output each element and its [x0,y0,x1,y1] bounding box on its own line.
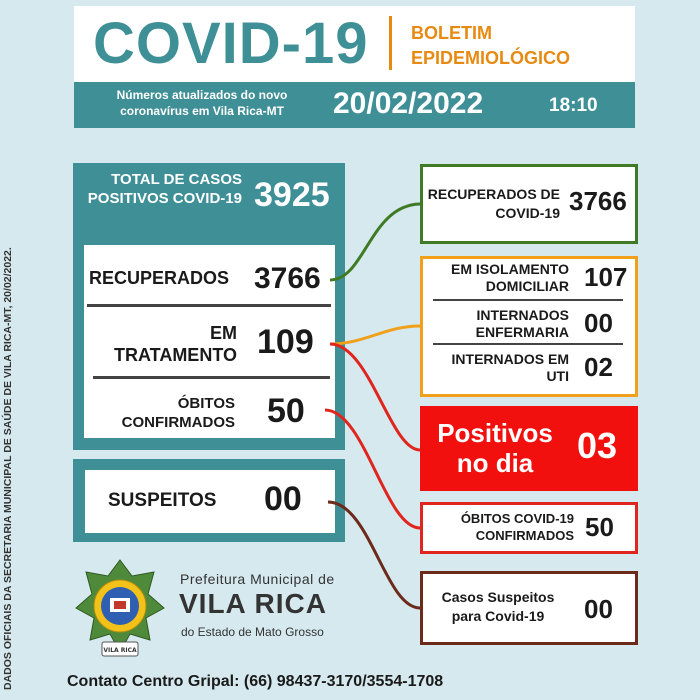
icu-label: INTERNADOS EM UTI [451,351,569,384]
prefecture-line3: do Estado de Mato Grosso [181,625,324,639]
recovered-label: RECUPERADOS [89,268,230,288]
home-isolation-label: EM ISOLAMENTO DOMICILIAR [451,261,569,294]
divider [433,343,623,345]
total-cases-label: TOTAL DE CASOS POSITIVOS COVID-19 [87,171,242,207]
connector-suspects [328,502,420,608]
report-time: 18:10 [549,95,598,116]
connector-positive [330,344,420,450]
connector-recovered [330,204,420,280]
subtitle-line2: coronavírus em Vila Rica-MT [120,104,284,118]
connector-deaths [325,410,420,528]
connector-treatment [330,326,420,344]
city-crest-icon [74,558,166,666]
report-date: 20/02/2022 [333,87,484,120]
in-treatment-value: 109 [257,323,314,361]
icu-value: 02 [584,352,613,382]
bulletin-label-line1: BOLETIM [411,23,492,43]
bulletin-label-line2: EPIDEMIOLÓGICO [411,48,571,68]
deaths-value: 50 [267,392,305,430]
deaths-detail-value: 50 [585,512,614,542]
in-treatment-label: EM TRATAMENTO [114,323,237,365]
deaths-label: ÓBITOS CONFIRMADOS [121,395,235,431]
positive-today-label: Positivos no dia [437,418,553,478]
recovered-detail-label: RECUPERADOS DE COVID-19 [427,186,560,221]
page-title: COVID-19 [93,11,369,76]
side-note: DADOS OFICIAIS DA SECRETARIA MUNICIPAL DE SAÚDE DE VILA RICA-MT, 20/02/2022. [2,247,14,690]
suspects-detail-label: Casos Suspeitos para Covid-19 [441,589,555,624]
subtitle-line1: Números atualizados do novo [116,88,288,102]
home-isolation-value: 107 [584,262,628,292]
recovered-value: 3766 [254,262,321,295]
divider [433,299,623,301]
prefecture-line1: Prefeitura Municipal de [180,571,335,587]
total-cases-value: 3925 [254,176,330,214]
suspects-value: 00 [264,480,302,518]
recovered-detail-value: 3766 [569,186,627,216]
contact-info: Contato Centro Gripal: (66) 98437-3170/3554-1708 [67,673,444,690]
positive-today-value: 03 [577,425,618,466]
crest-text: VILA RICA [103,647,137,654]
ward-value: 00 [584,308,613,338]
ward-label: INTERNADOS ENFERMARIA [475,307,569,340]
prefecture-name: VILA RICA [179,588,327,619]
suspects-detail-value: 00 [584,594,613,624]
deaths-detail-label: ÓBITOS COVID-19 CONFIRMADOS [460,511,574,543]
suspects-label: SUSPEITOS [108,490,217,511]
